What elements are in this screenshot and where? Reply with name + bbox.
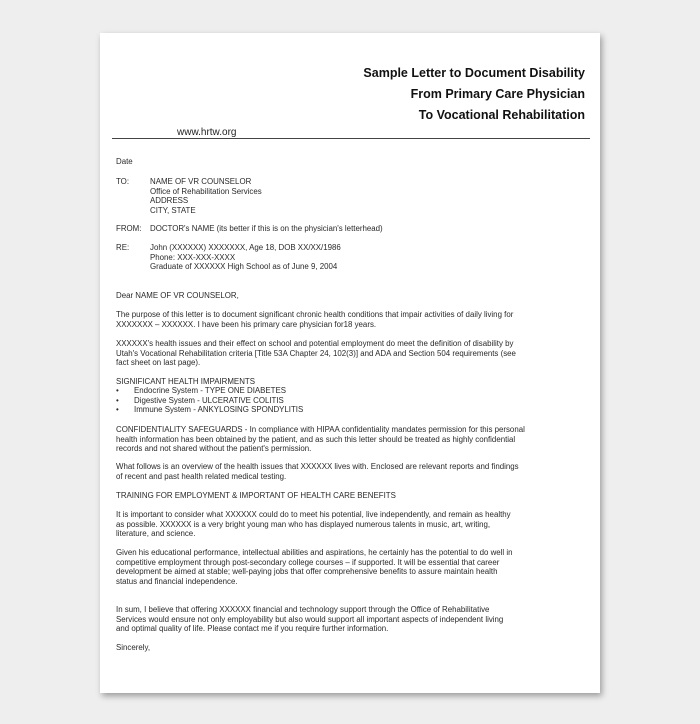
text-line: Given his educational performance, intellectual abilities and aspirations, he certainly has the potential to do well in bbox=[116, 548, 513, 557]
text-line: In sum, I believe that offering XXXXXX financial and technology support through the Office of Rehabilitative bbox=[116, 605, 490, 614]
to-line: Office of Rehabilitation Services bbox=[150, 186, 262, 196]
text-line: It is important to consider what XXXXXX could do to meet his potential, live independently, and remain as healthy bbox=[116, 510, 511, 519]
re-line: John (XXXXXX) XXXXXXX, Age 18, DOB XX/XX/1986 bbox=[150, 243, 341, 252]
to-address-block bbox=[150, 177, 262, 215]
re-block bbox=[150, 243, 341, 272]
paragraph-potential bbox=[116, 510, 575, 539]
website-url: www.hrtw.org bbox=[177, 127, 237, 138]
impairments-heading: SIGNIFICANT HEALTH IMPAIRMENTS bbox=[116, 377, 255, 386]
to-label: TO: bbox=[116, 177, 130, 186]
header-divider bbox=[112, 138, 590, 139]
text-line: XXXXXXX – XXXXXX. I have been his primary care physician for18 years. bbox=[116, 319, 377, 329]
impairments-list bbox=[116, 386, 303, 415]
text-line: CONFIDENTIALITY SAFEGUARDS - In compliance with HIPAA confidentiality mandates permission for this personal bbox=[116, 425, 525, 434]
text-line: as possible. XXXXXX is a very bright young man who has displayed numerous talents in music, art, writing, bbox=[116, 519, 491, 529]
text-line: XXXXXX's health issues and their effect on school and potential employment do meet the definition of disability by bbox=[116, 339, 514, 348]
list-item: • Immune System - ANKYLOSING SPONDYLITIS bbox=[116, 405, 304, 415]
text-line: What follows is an overview of the health issues that XXXXXX lives with. Enclosed are relevant reports and findings bbox=[116, 462, 519, 471]
paragraph-disability-definition bbox=[116, 339, 575, 368]
re-line: Graduate of XXXXXX High School as of June 9, 2004 bbox=[150, 262, 338, 272]
from-text: DOCTOR's NAME (its better if this is on the physician's letterhead) bbox=[150, 224, 383, 233]
text-line: The purpose of this letter is to document significant chronic health conditions that impair activities of daily living for bbox=[116, 310, 514, 319]
to-line: ADDRESS bbox=[150, 196, 189, 206]
salutation: Dear NAME OF VR COUNSELOR, bbox=[116, 291, 239, 300]
list-item: • Endocrine System - TYPE ONE DIABETES bbox=[116, 386, 287, 395]
title-line-2: From Primary Care Physician bbox=[410, 87, 585, 101]
text-line: Utah's Vocational Rehabilitation criteria [Title 53A Chapter 24, 102(3)] and ADA and Section 504 requirements (see bbox=[116, 348, 516, 358]
paragraph-overview bbox=[116, 462, 575, 481]
title-line-3: To Vocational Rehabilitation bbox=[418, 108, 585, 122]
text-line: development be aimed at stable; well-paying jobs that offer comprehensive benefits to assure maintain health bbox=[116, 567, 498, 577]
text-line: health information has been obtained by the patient, and as such this letter should be treated as highly confidential bbox=[116, 434, 516, 444]
text-line: of recent and past health related medical testing. bbox=[116, 471, 287, 481]
paragraph-purpose bbox=[116, 310, 575, 329]
impairment-text: Immune System - ANKYLOSING SPONDYLITIS bbox=[134, 405, 304, 415]
paragraph-summary bbox=[116, 605, 575, 634]
title-line-1: Sample Letter to Document Disability bbox=[363, 66, 585, 80]
document-page bbox=[100, 33, 600, 693]
impairment-text: Digestive System - ULCERATIVE COLITIS bbox=[134, 395, 284, 405]
text-line: Services would ensure not only employability but also would support all important aspects of independent living bbox=[116, 614, 504, 624]
text-line: and optimal quality of life. Please contact me if you require further information. bbox=[116, 624, 389, 634]
from-label: FROM: bbox=[116, 224, 142, 233]
text-line: competitive employment through post-secondary college courses – if supported. It will be essential that career bbox=[116, 557, 500, 567]
text-line: records and not shared without the patient's permission. bbox=[116, 444, 312, 454]
re-line: Phone: XXX-XXX-XXXX bbox=[150, 252, 236, 262]
text-line: status and financial independence. bbox=[116, 576, 238, 586]
date-line: Date bbox=[116, 157, 133, 166]
closing: Sincerely, bbox=[116, 643, 151, 652]
text-line: literature, and science. bbox=[116, 529, 196, 539]
text-line: fact sheet on last page). bbox=[116, 358, 201, 368]
training-heading: TRAINING FOR EMPLOYMENT & IMPORTANT OF HEALTH CARE BENEFITS bbox=[116, 491, 396, 500]
list-item: • Digestive System - ULCERATIVE COLITIS bbox=[116, 395, 284, 405]
impairment-text: Endocrine System - TYPE ONE DIABETES bbox=[134, 386, 287, 395]
paragraph-education bbox=[116, 548, 575, 586]
re-label: RE: bbox=[116, 243, 130, 252]
to-line: CITY, STATE bbox=[150, 205, 196, 215]
to-line: NAME OF VR COUNSELOR bbox=[150, 177, 252, 186]
paragraph-confidentiality bbox=[116, 425, 575, 454]
